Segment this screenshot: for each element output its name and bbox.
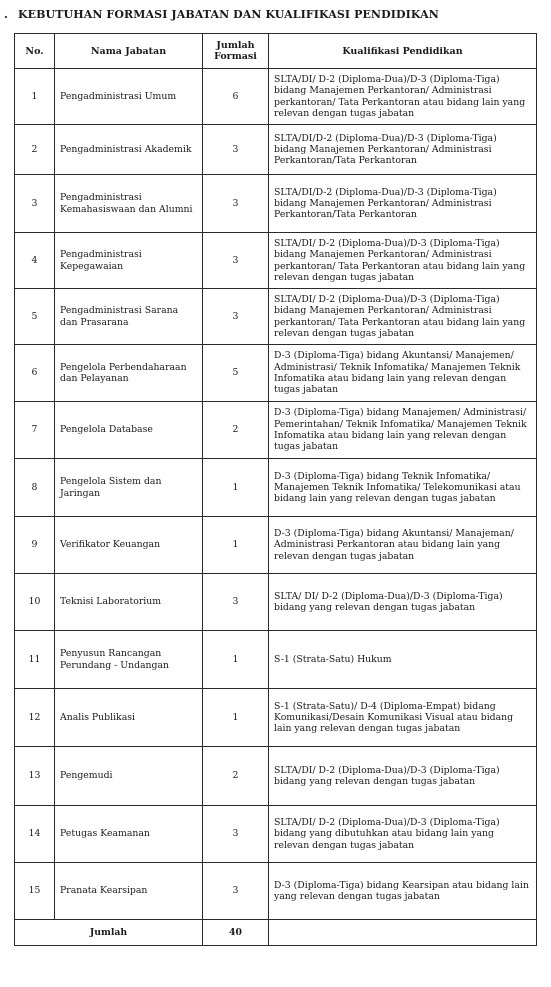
job-title: Pengemudi [55, 747, 203, 806]
table-row [15, 747, 537, 806]
table-row [15, 689, 537, 747]
section-number: . [4, 8, 8, 21]
row-number: 6 [15, 345, 55, 402]
education-qualification: SLTA/ DI/ D-2 (Diploma-Dua)/D-3 (Diploma-Tiga) bidang yang relevan dengan tugas jabatan [269, 574, 537, 631]
row-number: 4 [15, 233, 55, 289]
education-qualification: SLTA/DI/ D-2 (Diploma-Dua)/D-3 (Diploma-Tiga) bidang Manajemen Perkantoran/ Administrasi perkantoran/ Tata Perkantoran atau bidang lain yang relevan dengan tugas jabatan [269, 69, 537, 125]
education-qualification: D-3 (Diploma-Tiga) bidang Akuntansi/ Manajeman/ Administrasi Perkantoran atau bidang lain yang relevan dengan tugas jabatan [269, 517, 537, 574]
table-row [15, 631, 537, 689]
job-title: Analis Publikasi [55, 689, 203, 747]
formation-count: 5 [203, 345, 269, 402]
row-number: 9 [15, 517, 55, 574]
row-number: 12 [15, 689, 55, 747]
formation-count: 1 [203, 517, 269, 574]
job-title: Pengadministrasi Sarana dan Prasarana [55, 289, 203, 345]
row-number: 7 [15, 402, 55, 459]
job-title: Penyusun Rancangan Perundang - Undangan [55, 631, 203, 689]
table-row [15, 806, 537, 863]
education-qualification: SLTA/DI/ D-2 (Diploma-Dua)/D-3 (Diploma-Tiga) bidang Manajemen Perkantoran/ Administrasi perkantoran/ Tata Perkantoran atau bidang lain yang relevan dengan tugas jabatan [269, 233, 537, 289]
job-title: Pranata Kearsipan [55, 863, 203, 920]
table-body [15, 69, 537, 920]
table-row [15, 125, 537, 175]
formation-count: 6 [203, 69, 269, 125]
table-footer-row [15, 920, 537, 946]
job-title: Pengelola Perbendaharaan dan Pelayanan [55, 345, 203, 402]
table-header-row [15, 34, 537, 69]
education-qualification: SLTA/DI/ D-2 (Diploma-Dua)/D-3 (Diploma-Tiga) bidang yang dibutuhkan atau bidang lain yang relevan dengan tugas jabatan [269, 806, 537, 863]
row-number: 14 [15, 806, 55, 863]
header-jumlah-line1: Jumlah [216, 40, 255, 51]
table-row [15, 402, 537, 459]
education-qualification: S-1 (Strata-Satu) Hukum [269, 631, 537, 689]
formation-count: 2 [203, 747, 269, 806]
formation-count: 3 [203, 175, 269, 233]
table-row [15, 574, 537, 631]
formation-count: 1 [203, 689, 269, 747]
table-row [15, 289, 537, 345]
row-number: 13 [15, 747, 55, 806]
formation-count: 3 [203, 289, 269, 345]
job-title: Pengadministrasi Kepegawaian [55, 233, 203, 289]
row-number: 11 [15, 631, 55, 689]
formation-count: 1 [203, 459, 269, 517]
education-qualification: D-3 (Diploma-Tiga) bidang Teknik Infomatika/ Manajemen Teknik Infomatika/ Telekomunikasi atau bidang lain yang relevan dengan tugas jabatan [269, 459, 537, 517]
row-number: 1 [15, 69, 55, 125]
education-qualification: SLTA/DI/ D-2 (Diploma-Dua)/D-3 (Diploma-Tiga) bidang Manajemen Perkantoran/ Administrasi perkantoran/ Tata Perkantoran atau bidang lain yang relevan dengan tugas jabatan [269, 289, 537, 345]
education-qualification: D-3 (Diploma-Tiga) bidang Akuntansi/ Manajemen/ Administrasi/ Teknik Infomatika/ Manajemen Teknik Infomatika atau bidang lain yang relevan dengan tugas jabatan [269, 345, 537, 402]
section-title-line [4, 8, 544, 21]
education-qualification: SLTA/DI/D-2 (Diploma-Dua)/D-3 (Diploma-Tiga) bidang Manajemen Perkantoran/ Administrasi Perkantoran/Tata Perkantoran [269, 125, 537, 175]
job-title: Pengelola Sistem dan Jaringan [55, 459, 203, 517]
education-qualification: D-3 (Diploma-Tiga) bidang Kearsipan atau bidang lain yang relevan dengan tugas jabatan [269, 863, 537, 920]
header-no: No. [15, 34, 55, 69]
table-row [15, 863, 537, 920]
job-title: Verifikator Keuangan [55, 517, 203, 574]
education-qualification: D-3 (Diploma-Tiga) bidang Manajemen/ Administrasi/ Pemerintahan/ Teknik Infomatika/ Manajemen Teknik Infomatika atau bidang lain yang relevan dengan tugas jabatan [269, 402, 537, 459]
job-title: Pengadministrasi Akademik [55, 125, 203, 175]
header-kualifikasi: Kualifikasi Pendidikan [269, 34, 537, 69]
formation-count: 3 [203, 233, 269, 289]
education-qualification: SLTA/DI/ D-2 (Diploma-Dua)/D-3 (Diploma-Tiga) bidang yang relevan dengan tugas jabatan [269, 747, 537, 806]
row-number: 10 [15, 574, 55, 631]
row-number: 3 [15, 175, 55, 233]
formation-count: 3 [203, 574, 269, 631]
formation-count: 3 [203, 806, 269, 863]
job-title: Pengadministrasi Umum [55, 69, 203, 125]
job-title: Petugas Keamanan [55, 806, 203, 863]
header-jumlah-formasi [203, 34, 269, 69]
formation-count: 2 [203, 402, 269, 459]
job-title: Teknisi Laboratorium [55, 574, 203, 631]
header-nama-jabatan: Nama Jabatan [55, 34, 203, 69]
total-empty-cell [269, 920, 537, 946]
row-number: 2 [15, 125, 55, 175]
table-row [15, 69, 537, 125]
total-label: Jumlah [15, 920, 203, 946]
education-qualification: S-1 (Strata-Satu)/ D-4 (Diploma-Empat) bidang Komunikasi/Desain Komunikasi Visual atau bidang lain yang relevan dengan tugas jabatan [269, 689, 537, 747]
job-title: Pengelola Database [55, 402, 203, 459]
row-number: 8 [15, 459, 55, 517]
table-row [15, 459, 537, 517]
row-number: 15 [15, 863, 55, 920]
table-row [15, 517, 537, 574]
total-value: 40 [203, 920, 269, 946]
table-row [15, 233, 537, 289]
formation-count: 3 [203, 863, 269, 920]
table-row [15, 175, 537, 233]
table-row [15, 345, 537, 402]
formasi-table [14, 33, 537, 946]
education-qualification: SLTA/DI/D-2 (Diploma-Dua)/D-3 (Diploma-Tiga) bidang Manajemen Perkantoran/ Administrasi Perkantoran/Tata Perkantoran [269, 175, 537, 233]
job-title: Pengadministrasi Kemahasiswaan dan Alumni [55, 175, 203, 233]
formation-count: 1 [203, 631, 269, 689]
formation-count: 3 [203, 125, 269, 175]
header-jumlah-line2: Formasi [214, 51, 257, 62]
section-title: KEBUTUHAN FORMASI JABATAN DAN KUALIFIKASI PENDIDIKAN [18, 8, 439, 21]
row-number: 5 [15, 289, 55, 345]
